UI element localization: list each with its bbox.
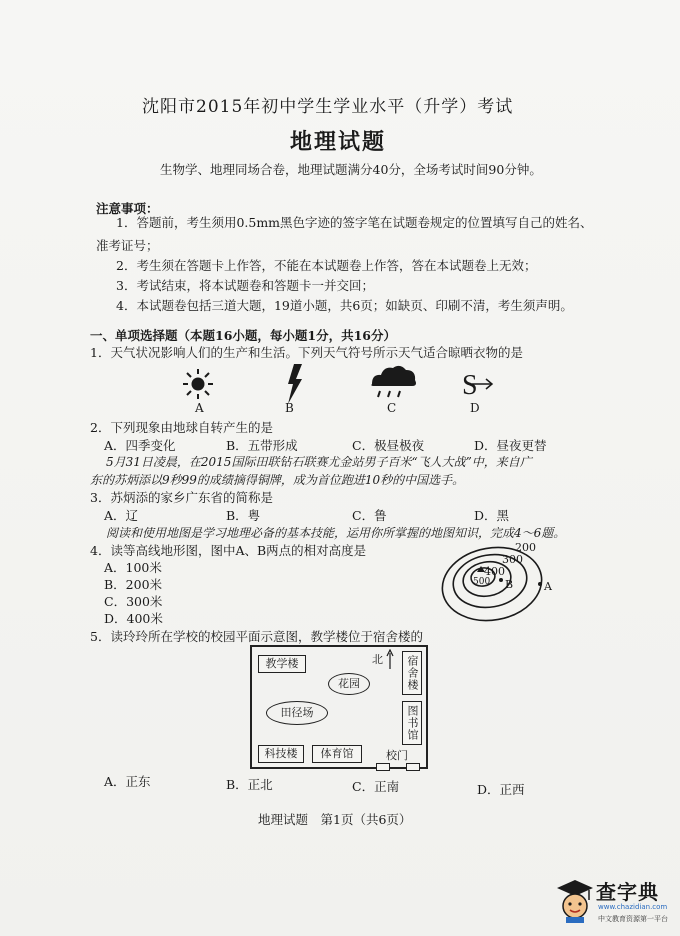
q1-stem: 1．天气状况影响人们的生产和生活。下列天气符号所示天气适合晾晒衣物的是 [90,345,523,360]
rain-cloud-icon [371,366,416,397]
q2-stem: 2．下列现象由地球自转产生的是 [90,420,273,435]
q4-option-b: B．200米 [104,577,163,592]
q3-option-d: D．黑 [474,508,510,523]
watermark-tagline: 中文教育资源第一平台 [598,915,668,923]
sun-icon [183,369,213,399]
map-north-label: 北 [372,653,383,666]
watermark-brand: 查字典 [596,880,659,904]
gate-post-right [406,763,420,771]
q2-option-a: A．四季变化 [104,438,176,453]
notice-item-2: 2．考生须在答题卡上作答，不能在本试题卷上作答，答在本试题卷上无效； [116,258,537,273]
lightning-icon [288,364,302,404]
q3-stem: 3．苏炳添的家乡广东省的简称是 [90,490,273,505]
q1-label-c: C [387,401,397,415]
q2-option-b: B．五带形成 [226,438,298,453]
watermark-url: www.chazidian.com [598,903,668,911]
map-tech-building: 科技楼 [258,745,304,763]
q4-stem: 4．读等高线地形图，图中A、B两点的相对高度是 [90,543,367,558]
q5-option-d: D．正西 [477,782,525,797]
passage2: 阅读和使用地图是学习地理必备的基本技能，运用你所掌握的地图知识，完成4～6题。 [106,526,566,540]
exam-subtitle: 地理试题 [290,129,387,155]
passage1-line1: 5月31日凌晨，在2015国际田联钻石联赛尤金站男子百米“飞人大战”中，来自广 [106,455,532,469]
point-a-dot [538,582,542,586]
contour-label-400: 400 [484,565,505,578]
watermark-logo [556,876,676,930]
weather-symbols [170,358,500,418]
contour-label-300: 300 [502,553,523,566]
notice-item-1: 1．答题前，考生须用0.5mm黑色字迹的签字笔在试题卷规定的位置填写自己的姓名、 [116,215,593,230]
notice-item-1-cont: 准考证号； [96,238,159,253]
map-garden: 花园 [328,673,370,695]
passage1-line2: 东的苏炳添以9秒99的成绩摘得铜牌，成为首位跑进10秒的中国选手。 [90,473,465,487]
map-track-field: 田径场 [266,701,328,725]
campus-map [250,645,428,769]
q5-option-c: C．正南 [352,779,400,794]
q5-stem: 5．读玲玲所在学校的校园平面示意图，教学楼位于宿舍楼的 [90,629,423,644]
q4-option-a: A．100米 [104,560,162,575]
gate-post-left [376,763,390,771]
map-teaching-building: 教学楼 [258,655,306,673]
notice-item-3: 3．考试结束，将本试题卷和答题卡一并交回； [116,278,374,293]
point-b-label: B [505,578,514,591]
map-library: 图书馆 [402,701,422,745]
svg-text:S: S [462,370,478,401]
mascot-icon [556,878,594,924]
q2-option-c: C．极昼极夜 [352,438,425,453]
notice-item-4: 4．本试题卷包括三道大题，19道小题，共6页；如缺页、印刷不清，考生须声明。 [116,298,573,313]
q3-option-a: A．辽 [104,508,139,523]
q5-option-a: A．正东 [104,774,151,789]
exam-note: 生物学、地理同场合卷，地理试题满分40分，全场考试时间90分钟。 [160,162,542,177]
q1-label-d: D [470,401,480,415]
notice-heading: 注意事项： [96,201,159,216]
q5-option-b: B．正北 [226,777,273,792]
q4-option-d: D．400米 [104,611,163,626]
q2-option-d: D．昼夜更替 [474,438,547,453]
point-a-label: A [544,580,552,593]
page-footer: 地理试题 第1页（共6页） [258,812,412,827]
q3-option-b: B．粤 [226,508,261,523]
map-gym: 体育馆 [312,745,362,763]
contour-label-200: 200 [515,541,536,554]
contour-label-500: 500 [473,577,491,587]
q3-option-c: C．鲁 [352,508,387,523]
q1-label-a: A [195,401,204,415]
north-arrow-icon [386,649,394,671]
map-gate-label: 校门 [386,749,408,762]
point-b-dot [499,578,503,582]
q4-option-c: C．300米 [104,594,163,609]
exam-title: 沈阳市2015年初中学生学业水平（升学）考试 [142,97,514,117]
section1-heading: 一、单项选择题（本题16小题，每小题1分，共16分） [90,328,396,343]
map-dormitory: 宿舍楼 [402,651,422,695]
q1-label-b: B [285,401,294,415]
wind-icon [462,370,492,401]
